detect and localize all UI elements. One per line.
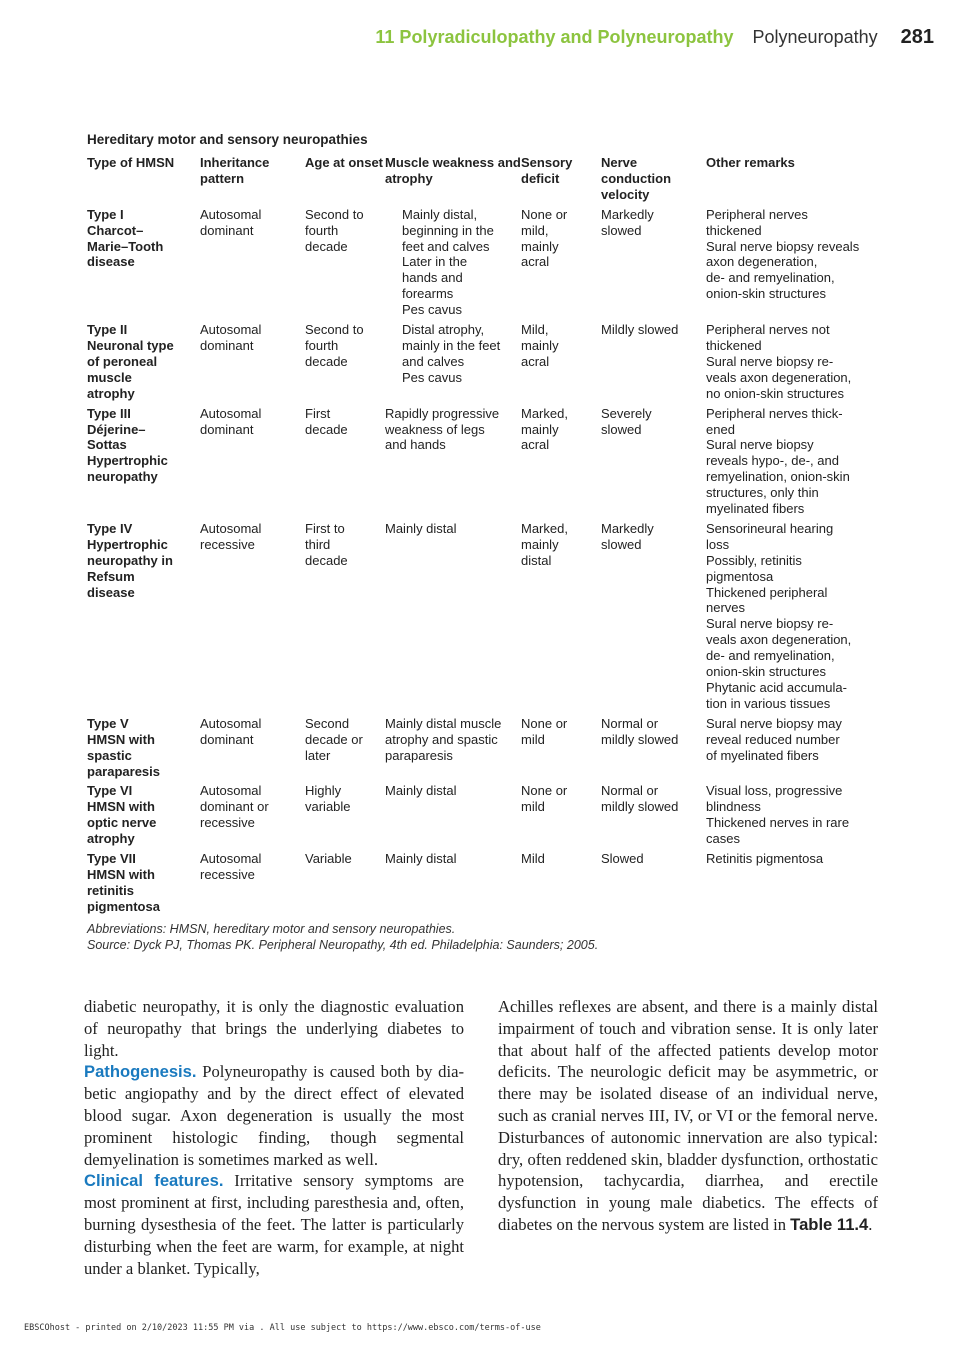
paragraph-right — [498, 996, 878, 1236]
cell-sensory: None or mild — [521, 715, 568, 747]
cell-muscle: Mainly distal, beginning in the feet and calves Later in the hands and forearms Pes cavus — [402, 206, 494, 318]
table-row — [87, 406, 887, 521]
cell-sensory: Marked, mainly acral — [521, 405, 568, 453]
cell-onset: First decade — [305, 405, 348, 437]
page-number: 281 — [900, 26, 934, 48]
table-title: Hereditary motor and sensory neuropathies — [87, 132, 368, 147]
clinical-heading: Clinical features. — [84, 1171, 224, 1191]
cell-muscle: Mainly distal — [385, 851, 457, 867]
table-row — [87, 851, 887, 919]
col-header-type: Type of HMSN — [87, 155, 175, 170]
cell-remarks: Retinitis pigmentosa — [706, 851, 824, 867]
cell-remarks: Peripheral nerves not thickened Sural nerve biopsy re- veals axon degeneration, no onion-skin structures — [706, 322, 852, 401]
cell-type: Type IV Hypertrophic neuropathy in Refsum disease — [87, 520, 173, 600]
table-row — [87, 716, 887, 784]
cell-onset: Highly variable — [305, 783, 351, 815]
cell-inheritance: Autosomal dominant — [200, 405, 262, 437]
cell-type: Type III Déjerine– Sottas Hypertrophic neuropathy — [87, 405, 168, 485]
table-row — [87, 783, 887, 851]
col-header-sensory: Sensory deficit — [521, 155, 573, 186]
left-column — [84, 996, 464, 1279]
cell-onset: Second to fourth decade — [305, 206, 364, 254]
cell-muscle: Mainly distal muscle atrophy and spastic paraparesis — [385, 715, 502, 763]
cell-inheritance: Autosomal dominant — [200, 322, 262, 353]
table-row — [87, 322, 887, 406]
chapter-title: 11 Polyradiculopathy and Polyneuropathy — [375, 27, 734, 47]
cell-type: Type V HMSN with spastic paraparesis — [87, 715, 160, 779]
cell-muscle: Mainly distal — [385, 783, 457, 799]
cell-type: Type VI HMSN with optic nerve atrophy — [87, 783, 157, 847]
hmsn-table — [87, 155, 887, 919]
cell-sensory: None or mild — [521, 783, 568, 815]
cell-onset: First to third decade — [305, 520, 348, 568]
cell-ncv: Markedly slowed — [601, 520, 654, 552]
cell-muscle: Distal atrophy, mainly in the feet and calves Pes cavus — [402, 322, 501, 385]
cell-ncv: Markedly slowed — [601, 206, 654, 238]
cell-onset: Second to fourth decade — [305, 322, 364, 369]
cell-ncv: Normal or mildly slowed — [601, 715, 679, 747]
cell-inheritance: Autosomal dominant or recessive — [200, 783, 269, 831]
cell-sensory: Marked, mainly distal — [521, 520, 568, 568]
paragraph-clinical — [84, 1170, 464, 1279]
col-header-inheritance: Inheritance pattern — [200, 155, 270, 186]
cell-ncv: Mildly slowed — [601, 322, 679, 338]
cell-sensory: None or mild, mainly acral — [521, 206, 568, 270]
hmsn-table-block — [87, 132, 887, 953]
footer-note: EBSCOhost - printed on 2/10/2023 11:55 PM via . All use subject to https://www.ebsco.com/terms-of-use — [24, 1323, 541, 1333]
running-head — [375, 26, 934, 49]
cell-type: Type I Charcot– Marie–Tooth disease — [87, 206, 164, 270]
cell-remarks: Sural nerve biopsy may reveal reduced number of myelinated fibers — [706, 715, 842, 763]
pathogenesis-text: Polyneuropathy is caused both by diabetic angiopathy and by the direct effect of elevated blood sugar. Axon degeneration is usually the most prominent histologic finding, though segmental demyelination is sometimes marked as well. — [84, 1062, 464, 1169]
paragraph-pathogenesis — [84, 1061, 464, 1170]
cell-type: Type II Neuronal type of peroneal muscle atrophy — [87, 322, 174, 401]
cell-remarks: Peripheral nerves thick- ened Sural nerve biopsy reveals hypo-, de-, and remyelination, onion-skin structures, only thin myelinated fibers — [706, 405, 850, 517]
cell-onset: Variable — [305, 851, 352, 867]
cell-ncv: Severely slowed — [601, 405, 652, 437]
cell-ncv: Slowed — [601, 851, 644, 867]
cell-inheritance: Autosomal dominant — [200, 206, 262, 238]
table-source: Source: Dyck PJ, Thomas PK. Peripheral Neuropathy, 4th ed. Philadelphia: Saunders; 2005. — [87, 937, 599, 952]
paragraph-intro: diabetic neuropathy, it is only the diagnostic evaluation of neuropathy that brings the underlying diabetes to light. — [84, 997, 464, 1060]
col-header-remarks: Other remarks — [706, 155, 795, 170]
table-row — [87, 207, 887, 322]
cell-remarks: Peripheral nerves thickened Sural nerve biopsy reveals axon degeneration, de- and remyelination, onion-skin structures — [706, 206, 860, 302]
cell-muscle: Rapidly progressive weakness of legs and hands — [385, 405, 500, 453]
cell-inheritance: Autosomal recessive — [200, 851, 262, 882]
cell-onset: Second decade or later — [305, 715, 363, 763]
table-row — [87, 521, 887, 716]
col-header-ncv: Nerve conduction velocity — [601, 155, 672, 202]
cell-muscle: Mainly distal — [385, 520, 457, 536]
col-header-muscle: Muscle weakness and atrophy — [385, 155, 521, 186]
table-header-row — [87, 155, 887, 207]
cell-sensory: Mild — [521, 851, 545, 867]
cell-remarks: Visual loss, progressive blindness Thickened nerves in rare cases — [706, 783, 850, 847]
col-header-onset: Age at onset — [305, 155, 384, 170]
cell-sensory: Mild, mainly acral — [521, 322, 559, 369]
right-end: . — [868, 1214, 873, 1234]
right-column — [498, 996, 878, 1236]
cell-inheritance: Autosomal dominant — [200, 715, 262, 747]
pathogenesis-heading: Pathogenesis. — [84, 1062, 197, 1082]
table-abbreviations: Abbreviations: HMSN, hereditary motor and sensory neuropathies. — [87, 921, 456, 936]
clinical-text: Irritative sensory symptoms are most prominent at first, including paresthesia and, often, burning dysesthesia of the feet. The latter is particularly disturbing when the feet are warm, for example, at night under a blanket. Typically, — [84, 1171, 464, 1278]
right-text: Achilles reflexes are absent, and there is a mainly distal impairment of touch and vibration sense. It is only later that about half of the affected patients develop motor deficits. The neurologic deficit may be asymmetric, or there may be isolated disease of an individual nerve, such as cranial nerves III, IV, or VI or the femoral nerve. Disturbances of autonomic innervation are also typical: dry, often reddened skin, bladder dysfunction, orthostatic hypotension, tachycardia, diarrhea, and erectile dysfunction in young male diabetics. The effects of diabetes on the nervous system are listed in — [498, 997, 878, 1234]
section-title: Polyneuropathy — [752, 27, 878, 47]
cell-inheritance: Autosomal recessive — [200, 520, 262, 552]
cell-remarks: Sensorineural hearing loss Possibly, retinitis pigmentosa Thickened peripheral nerves Sural nerve biopsy re- veals axon degeneration, de- and remyelination, onion-skin structures Phytanic acid accumula- tion in various tissues — [706, 520, 852, 711]
cell-type: Type VII HMSN with retinitis pigmentosa — [87, 851, 160, 914]
table-reference-link[interactable]: Table 11.4 — [790, 1214, 869, 1234]
cell-ncv: Normal or mildly slowed — [601, 783, 679, 815]
